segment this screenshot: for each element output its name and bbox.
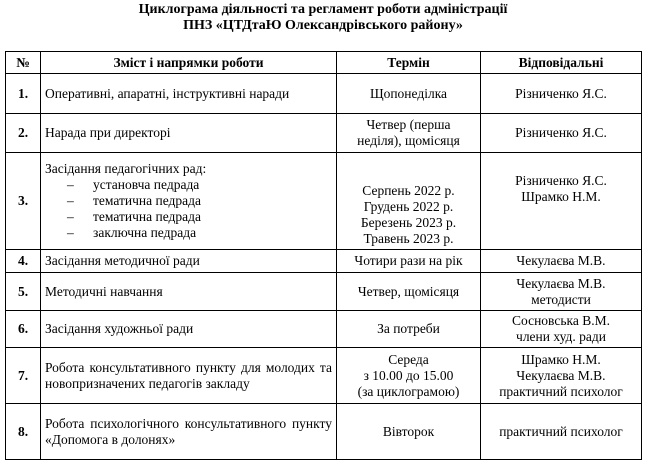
term-line: Четвер (перша — [366, 117, 451, 132]
row-responsible — [481, 311, 642, 348]
term-line: Серпень 2022 р. — [362, 183, 455, 198]
list-item: – заключна педрада — [45, 225, 332, 241]
row-term — [337, 273, 481, 311]
responsible-line: Різниченко Я.С. — [515, 85, 607, 101]
row-content-heading: Засідання педагогічних рад: — [45, 161, 207, 176]
table-row — [6, 250, 642, 273]
row-number: 1. — [6, 74, 41, 114]
term-line: Щопонеділка — [369, 85, 448, 101]
row-content: Засідання методичної ради — [41, 250, 337, 273]
title-line-2: ПНЗ «ЦТДтаЮ Олександрівського району» — [183, 18, 463, 33]
table-row — [6, 114, 642, 153]
row-term — [337, 153, 481, 250]
row-term — [337, 74, 481, 114]
table-row — [6, 273, 642, 311]
term-line: з 10.00 до 15.00 — [363, 367, 454, 383]
term-line: Четвер, щомісяця — [357, 283, 460, 299]
table-row — [6, 74, 642, 114]
responsible-line: Різниченко Я.С. — [515, 173, 607, 188]
row-content: Методичні навчання — [41, 273, 337, 311]
row-number: 4. — [6, 250, 41, 273]
row-responsible — [481, 404, 642, 460]
row-responsible — [481, 114, 642, 153]
row-content: Оперативні, апаратні, інструктивні наради — [41, 74, 337, 114]
list-item: – тематична педрада — [45, 193, 332, 209]
term-line: (за циклограмою) — [357, 383, 460, 399]
table-row — [6, 404, 642, 460]
pedagogical-council-list — [45, 177, 332, 241]
row-number: 7. — [6, 348, 41, 404]
term-line: Вівторок — [382, 423, 435, 439]
row-responsible — [481, 74, 642, 114]
row-number: 2. — [6, 114, 41, 153]
term-line: Середа — [388, 351, 429, 367]
table-header-row — [6, 52, 642, 74]
row-content: Засідання художньої ради — [41, 311, 337, 348]
row-term — [337, 114, 481, 153]
title-line-1: Циклограма діяльності та регламент роботи адміністрації — [138, 2, 508, 17]
row-term — [337, 250, 481, 273]
responsible-line: Чекулаєва М.В. — [516, 275, 606, 291]
term-line: За потреби — [377, 321, 440, 336]
row-content — [41, 153, 337, 250]
schedule-table — [5, 51, 642, 460]
row-content: Робота консультативного пункту для молодих та новопризначених педагогів закладу — [41, 348, 337, 404]
term-line: Грудень 2022 р. — [363, 199, 454, 214]
table-row — [6, 311, 642, 348]
row-number: 6. — [6, 311, 41, 348]
row-content: Нарада при директорі — [41, 114, 337, 153]
responsible-line: члени худ. ради — [516, 329, 606, 344]
row-responsible — [481, 153, 642, 250]
row-number: 3. — [6, 153, 41, 250]
table-row — [6, 153, 642, 250]
table-row — [6, 348, 642, 404]
term-line: Чотири рази на рік — [354, 253, 463, 268]
term-line: неділя), щомісяця — [357, 133, 460, 148]
responsible-line: Різниченко Я.С. — [515, 125, 607, 140]
header-content: Зміст і напрямки роботи — [41, 52, 337, 74]
responsible-line: практичний психолог — [499, 383, 623, 399]
row-number: 8. — [6, 404, 41, 460]
row-responsible — [481, 273, 642, 311]
term-line: Березень 2023 р. — [360, 215, 457, 230]
header-responsible: Відповідальні — [481, 52, 642, 74]
row-term — [337, 404, 481, 460]
term-line: Травень 2023 р. — [363, 231, 454, 246]
responsible-line: методисти — [531, 291, 591, 307]
header-number: № — [6, 52, 41, 74]
list-item: – тематична педрада — [45, 209, 332, 225]
row-responsible — [481, 348, 642, 404]
responsible-line: Чекулаєва М.В. — [516, 253, 606, 268]
list-item: – установча педрада — [45, 177, 332, 193]
responsible-line: Шрамко Н.М. — [521, 189, 601, 204]
responsible-line: Шрамко Н.М. — [521, 351, 601, 367]
row-term — [337, 311, 481, 348]
row-content: Робота психологічного консультативного пункту «Допомога в долонях» — [41, 404, 337, 460]
row-term — [337, 348, 481, 404]
document-title — [0, 2, 646, 34]
row-number: 5. — [6, 273, 41, 311]
row-responsible — [481, 250, 642, 273]
responsible-line: Сосновська В.М. — [512, 313, 610, 328]
responsible-line: практичний психолог — [499, 423, 623, 439]
header-term: Термін — [337, 52, 481, 74]
responsible-line: Чекулаєва М.В. — [516, 367, 606, 383]
